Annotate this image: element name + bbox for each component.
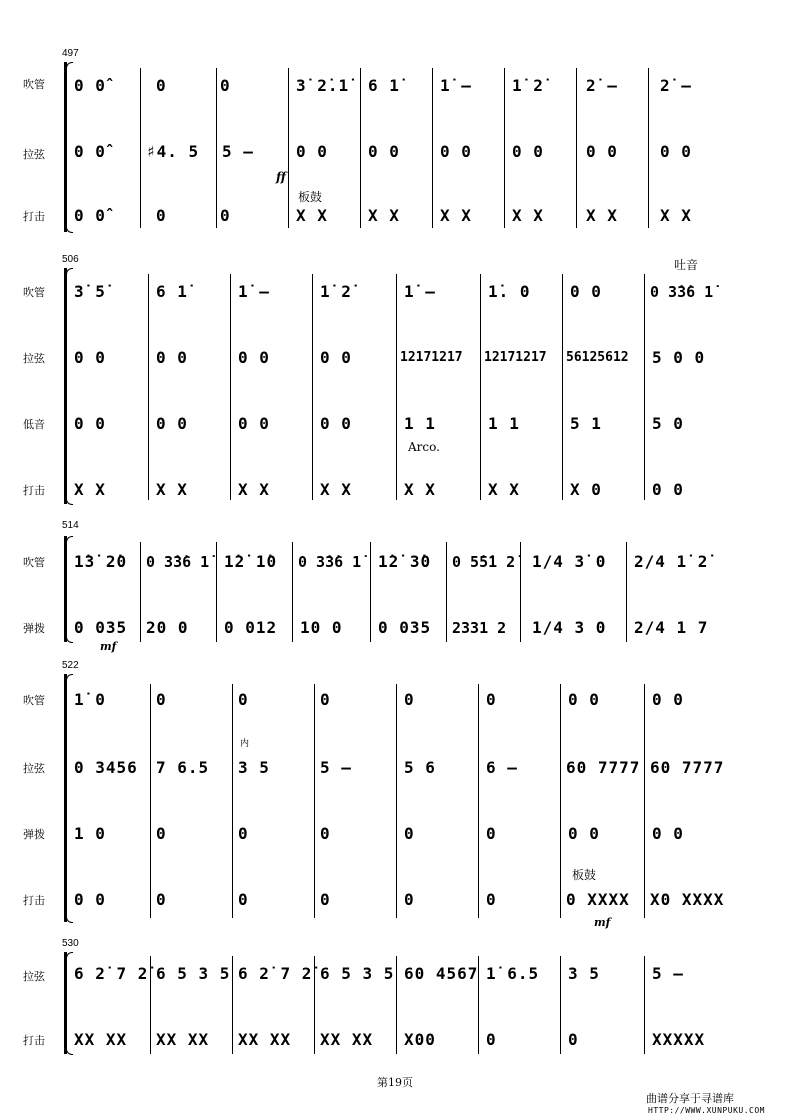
barline bbox=[232, 684, 233, 918]
notation-cell: 0 0 bbox=[320, 348, 352, 367]
notation-cell: 0 0̂ bbox=[74, 76, 106, 95]
notation-cell: 0 0 bbox=[74, 890, 106, 909]
notation-cell: X0 XXXX bbox=[650, 890, 725, 909]
instrument-label: 打击 bbox=[23, 210, 45, 223]
notation-cell: X X bbox=[296, 206, 328, 225]
barline bbox=[360, 68, 361, 228]
notation-cell: 0 bbox=[404, 824, 415, 843]
notation-cell: 5 0 0 bbox=[652, 348, 706, 367]
barline bbox=[644, 684, 645, 918]
notation-cell: 1̇. 0 bbox=[488, 282, 531, 301]
notation-cell: 20 0 bbox=[146, 618, 189, 637]
barline bbox=[396, 684, 397, 918]
barline bbox=[560, 956, 561, 1054]
system-brace bbox=[64, 536, 67, 642]
notation-cell: XX XX bbox=[238, 1030, 292, 1049]
system-brace bbox=[64, 62, 67, 232]
notation-cell: 0 0 bbox=[156, 348, 188, 367]
instrument-label: 打击 bbox=[23, 1034, 45, 1047]
notation-cell: 6 5 3 5 bbox=[320, 964, 395, 983]
notation-cell: 1̇ 0 bbox=[74, 690, 106, 709]
notation-cell: 0 0 bbox=[570, 282, 602, 301]
notation-cell: 0 0 bbox=[568, 824, 600, 843]
notation-cell: 5 — bbox=[652, 964, 684, 983]
notation-cell: 1̇ 2̇ bbox=[320, 282, 352, 301]
notation-cell: 0 012 bbox=[224, 618, 278, 637]
barline bbox=[560, 684, 561, 918]
notation-cell: 0 0 bbox=[440, 142, 472, 161]
barline bbox=[396, 274, 397, 500]
notation-cell: X X bbox=[404, 480, 436, 499]
brace-top-hook bbox=[66, 62, 73, 69]
notation-cell: 0 bbox=[156, 206, 167, 225]
notation-cell: 0 0 bbox=[74, 414, 106, 433]
notation-cell: 0 0 bbox=[586, 142, 618, 161]
barline bbox=[230, 274, 231, 500]
notation-cell: XX XX bbox=[74, 1030, 128, 1049]
instrument-label: 弹拨 bbox=[23, 622, 45, 635]
notation-cell: 0 bbox=[320, 690, 331, 709]
barline bbox=[216, 542, 217, 642]
dynamic-marking: ff bbox=[276, 170, 286, 184]
score-system-522 bbox=[0, 652, 790, 932]
score-system-506 bbox=[0, 246, 790, 512]
notation-cell: 0 0 bbox=[652, 480, 684, 499]
notation-cell: 0 0 bbox=[368, 142, 400, 161]
barline bbox=[446, 542, 447, 642]
notation-cell: 0 0 bbox=[156, 414, 188, 433]
barline bbox=[648, 68, 649, 228]
notation-cell: 0 bbox=[238, 890, 249, 909]
notation-cell: 0 0 bbox=[74, 348, 106, 367]
instrument-label: 吹管 bbox=[23, 286, 45, 299]
brace-bottom-hook bbox=[66, 916, 73, 923]
notation-cell: 6 1̇ bbox=[156, 282, 188, 301]
notation-cell: 10 0 bbox=[300, 618, 343, 637]
dynamic-marking: mf bbox=[594, 916, 611, 929]
notation-cell: 0 bbox=[220, 76, 231, 95]
barline bbox=[504, 68, 505, 228]
notation-cell: 6 2̇ 7 2̇ bbox=[74, 964, 149, 983]
watermark-url: HTTP://WWW.XUNPUKU.COM bbox=[648, 1106, 765, 1115]
watermark-text: 曲谱分享于寻谱库 bbox=[646, 1092, 734, 1105]
barline bbox=[520, 542, 521, 642]
barline bbox=[216, 68, 217, 228]
notation-cell: 1/4 3̇ 0 bbox=[532, 552, 607, 571]
notation-cell: X00 bbox=[404, 1030, 436, 1049]
notation-cell: X X bbox=[320, 480, 352, 499]
measure-number: 514 bbox=[62, 520, 79, 531]
measure-number: 530 bbox=[62, 938, 79, 949]
instrument-label: 打击 bbox=[23, 894, 45, 907]
technique-annotation: Arco. bbox=[408, 440, 440, 454]
brace-top-hook bbox=[66, 674, 73, 681]
brace-bottom-hook bbox=[66, 226, 73, 233]
notation-cell: 0 035 bbox=[378, 618, 432, 637]
barline bbox=[644, 956, 645, 1054]
notation-cell: 0 bbox=[486, 690, 497, 709]
notation-cell: ♯4. 5 bbox=[146, 142, 200, 161]
barline bbox=[478, 684, 479, 918]
notation-cell: 0 bbox=[404, 690, 415, 709]
barline bbox=[150, 956, 151, 1054]
notation-cell: 2/4 1 7 bbox=[634, 618, 709, 637]
brace-top-hook bbox=[66, 268, 73, 275]
notation-cell: 0 035 bbox=[74, 618, 128, 637]
notation-cell: 5 0 bbox=[652, 414, 684, 433]
notation-cell: X X bbox=[488, 480, 520, 499]
notation-cell: 6 2̇ 7 2̇ bbox=[238, 964, 313, 983]
notation-cell: X 0 bbox=[570, 480, 602, 499]
barline bbox=[148, 274, 149, 500]
brace-top-hook bbox=[66, 952, 73, 959]
notation-cell: 0 0̂ bbox=[74, 142, 106, 161]
notation-cell: 0 bbox=[156, 690, 167, 709]
notation-cell: 0 bbox=[238, 690, 249, 709]
notation-cell: 0 0 bbox=[238, 414, 270, 433]
notation-cell: 0 0 bbox=[238, 348, 270, 367]
notation-cell: X X bbox=[74, 480, 106, 499]
notation-cell: 56125612 bbox=[566, 350, 629, 365]
instrument-label: 吹管 bbox=[23, 78, 45, 91]
notation-cell: 5 — bbox=[222, 142, 254, 161]
notation-cell: 0 5̇5̇1 2̇ bbox=[452, 553, 516, 571]
notation-cell: XX XX bbox=[320, 1030, 374, 1049]
page-number: 第19页 bbox=[377, 1076, 413, 1089]
barline bbox=[314, 956, 315, 1054]
notation-cell: 3 5 bbox=[568, 964, 600, 983]
notation-cell: 60 7777 bbox=[566, 758, 641, 777]
system-brace bbox=[64, 674, 67, 922]
dynamic-marking: mf bbox=[100, 640, 117, 653]
measure-number: 522 bbox=[62, 660, 79, 671]
notation-cell: 1 1 bbox=[488, 414, 520, 433]
notation-cell: 0 bbox=[486, 1030, 497, 1049]
notation-cell: 0 bbox=[320, 890, 331, 909]
notation-cell: 0 bbox=[568, 1030, 579, 1049]
barline bbox=[370, 542, 371, 642]
notation-cell: 2̇ — bbox=[586, 76, 618, 95]
notation-cell: X X bbox=[660, 206, 692, 225]
barline bbox=[150, 684, 151, 918]
notation-cell: X X bbox=[586, 206, 618, 225]
notation-cell: 0 0 bbox=[512, 142, 544, 161]
notation-cell: 2/4 1̇ 2̇ bbox=[634, 552, 709, 571]
percussion-annotation: 板鼓 bbox=[298, 190, 323, 204]
brace-bottom-hook bbox=[66, 1048, 73, 1055]
notation-cell: 0 bbox=[238, 824, 249, 843]
notation-cell: 0 bbox=[220, 206, 231, 225]
barline bbox=[644, 274, 645, 500]
notation-cell: 0 0 bbox=[296, 142, 328, 161]
percussion-annotation: 板鼓 bbox=[572, 868, 597, 882]
notation-cell: 0 bbox=[156, 76, 167, 95]
notation-cell: 60 4567 bbox=[404, 964, 479, 983]
notation-cell: 5 6 bbox=[404, 758, 436, 777]
notation-cell: 1/4 3 0 bbox=[532, 618, 607, 637]
notation-cell: 6 1̇ bbox=[368, 76, 400, 95]
barline bbox=[396, 956, 397, 1054]
notation-cell: 12171217 bbox=[484, 350, 547, 365]
notation-cell: 0 0 bbox=[652, 824, 684, 843]
notation-cell: 1̇ — bbox=[238, 282, 270, 301]
notation-cell: 0 bbox=[156, 824, 167, 843]
notation-cell: 0 bbox=[156, 890, 167, 909]
notation-cell: 1̇ 6.5 bbox=[486, 964, 540, 983]
barline bbox=[432, 68, 433, 228]
notation-cell: 1 0 bbox=[74, 824, 106, 843]
brace-bottom-hook bbox=[66, 636, 73, 643]
technique-annotation: 吐音 bbox=[674, 258, 699, 272]
notation-cell: X X bbox=[156, 480, 188, 499]
notation-cell: 60 7777 bbox=[650, 758, 725, 777]
notation-cell: X X bbox=[512, 206, 544, 225]
notation-cell: 0 bbox=[320, 824, 331, 843]
technique-annotation: 内 bbox=[240, 739, 250, 749]
notation-cell: 0 0 bbox=[660, 142, 692, 161]
notation-cell: 5 — bbox=[320, 758, 352, 777]
notation-cell: X X bbox=[238, 480, 270, 499]
notation-cell: 0 3̇3̇6 1̇ bbox=[298, 553, 362, 571]
score-system-497 bbox=[0, 40, 790, 240]
score-system-530 bbox=[0, 934, 790, 1062]
notation-cell: 2331 2 bbox=[452, 619, 507, 637]
barline bbox=[480, 274, 481, 500]
barline bbox=[288, 68, 289, 228]
instrument-label: 拉弦 bbox=[23, 148, 45, 161]
notation-cell: 1̇ — bbox=[440, 76, 472, 95]
barline bbox=[576, 68, 577, 228]
instrument-label: 拉弦 bbox=[23, 970, 45, 983]
brace-bottom-hook bbox=[66, 498, 73, 505]
notation-cell: 0 bbox=[486, 824, 497, 843]
notation-cell: X X bbox=[368, 206, 400, 225]
instrument-label: 拉弦 bbox=[23, 762, 45, 775]
instrument-label: 吹管 bbox=[23, 694, 45, 707]
notation-cell: 3̇ 2̇.1̇ bbox=[296, 76, 350, 95]
system-brace bbox=[64, 268, 67, 504]
notation-cell: XX XX bbox=[156, 1030, 210, 1049]
notation-cell: 0 0 bbox=[652, 690, 684, 709]
notation-cell: 0 XXXX bbox=[566, 890, 630, 909]
notation-cell: 2̇ — bbox=[660, 76, 692, 95]
notation-cell: 0 3̇3̇6 1̇ bbox=[650, 283, 714, 301]
notation-cell: 3̇ 5̇ bbox=[74, 282, 106, 301]
instrument-label: 吹管 bbox=[23, 556, 45, 569]
notation-cell: 3 5 bbox=[238, 758, 270, 777]
notation-cell: 1̇2̇ 1̇0 bbox=[224, 552, 278, 571]
barline bbox=[140, 542, 141, 642]
notation-cell: 1̇2̇ 3̇0 bbox=[378, 552, 432, 571]
instrument-label: 弹拨 bbox=[23, 828, 45, 841]
notation-cell: 0 0 bbox=[320, 414, 352, 433]
notation-cell: 1̇ — bbox=[404, 282, 436, 301]
notation-cell: 1 1 bbox=[404, 414, 436, 433]
notation-cell: 1̇ 2̇ bbox=[512, 76, 544, 95]
notation-cell: X X bbox=[440, 206, 472, 225]
notation-cell: 0 bbox=[404, 890, 415, 909]
instrument-label: 拉弦 bbox=[23, 352, 45, 365]
notation-cell: 1̇3̇ 2̇0 bbox=[74, 552, 128, 571]
measure-number: 506 bbox=[62, 254, 79, 265]
notation-cell: 0 3456 bbox=[74, 758, 138, 777]
barline bbox=[232, 956, 233, 1054]
barline bbox=[140, 68, 141, 228]
barline bbox=[312, 274, 313, 500]
brace-top-hook bbox=[66, 536, 73, 543]
system-brace bbox=[64, 952, 67, 1054]
notation-cell: 0 3̇3̇6 1̇ bbox=[146, 553, 210, 571]
notation-cell: 6 — bbox=[486, 758, 518, 777]
barline bbox=[626, 542, 627, 642]
measure-number: 497 bbox=[62, 48, 79, 59]
barline bbox=[314, 684, 315, 918]
notation-cell: 7 6.5 bbox=[156, 758, 210, 777]
notation-cell: 6 5 3 5 bbox=[156, 964, 231, 983]
notation-cell: 0 bbox=[486, 890, 497, 909]
notation-cell: XXXXX bbox=[652, 1030, 706, 1049]
notation-cell: 0 0 bbox=[568, 690, 600, 709]
barline bbox=[562, 274, 563, 500]
instrument-label: 低音 bbox=[23, 418, 45, 431]
score-system-514 bbox=[0, 516, 790, 653]
notation-cell: 5 1 bbox=[570, 414, 602, 433]
notation-cell: 0 0̂ bbox=[74, 206, 106, 225]
barline bbox=[292, 542, 293, 642]
instrument-label: 打击 bbox=[23, 484, 45, 497]
notation-cell: 12171217 bbox=[400, 350, 463, 365]
